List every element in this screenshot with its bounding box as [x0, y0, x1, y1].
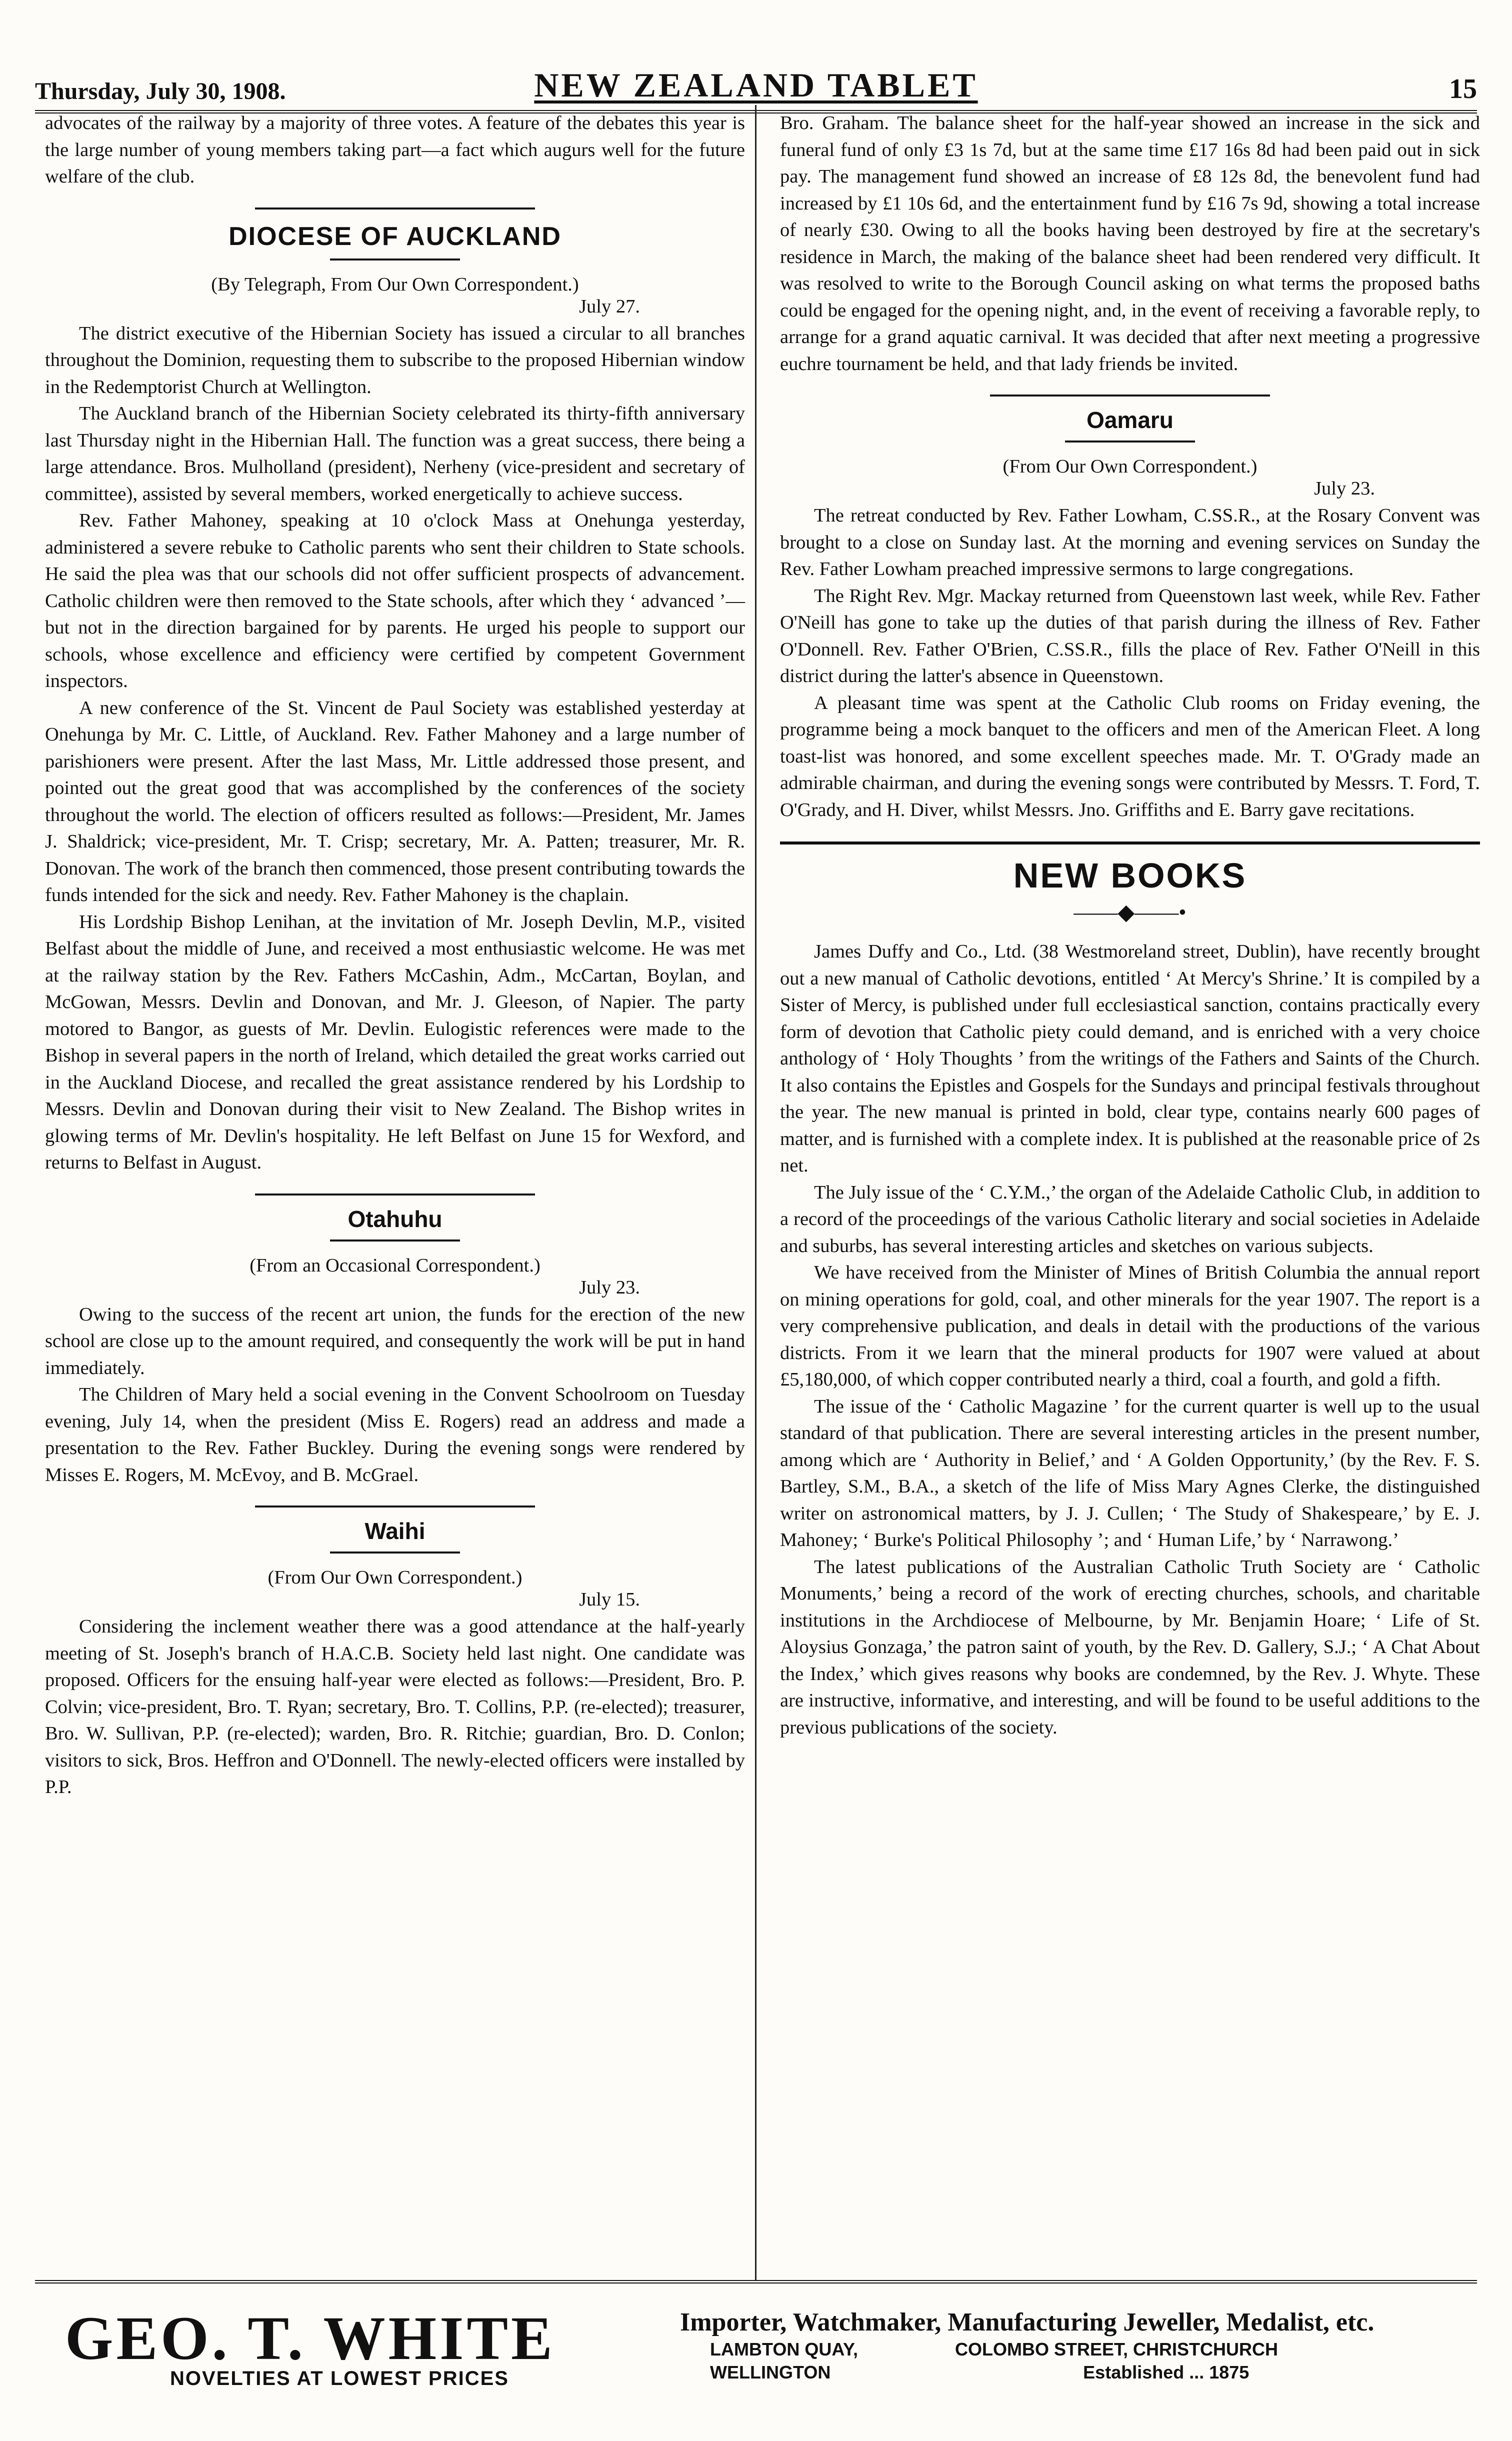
- left-column: [45, 110, 745, 1801]
- dateline: July 23.: [1314, 478, 1375, 499]
- footer-advertisement: [35, 2280, 1477, 2414]
- dateline: July 15.: [579, 1589, 640, 1610]
- page-number: 15: [1449, 74, 1477, 104]
- article-paragraph: The district executive of the Hibernian Society has issued a circular to all branches throughout the Dominion, requesting them to subscribe to the proposed Hibernian window in the Redemptorist Church at Wellington.: [45, 322, 745, 398]
- advertiser-name: GEO. T. WHITE: [65, 2304, 556, 2372]
- heading-underline: [330, 1240, 460, 1242]
- article-paragraph: The issue of the ‘ Catholic Magazine ’ for the current quarter is well up to the usual standard of that publication. There are several interesting articles in the present number, among which are ‘ Authority in Belief,’ and ‘ A Golden Opportunity,’ (by the Rev. F. S. Bartley, S.M., B.A., a sketch of the life of Miss Mary Agnes Clerke, the distinguished writer on astronomical matters, by J. J. Cullen; ‘ The Study of Shakespeare,’ by E. J. Mahoney; ‘ Burke's Political Philosophy ’; and ‘ Human Life,’ by ‘ Narrawong.’: [780, 1396, 1480, 1550]
- advertiser-trades: Importer, Watchmaker, Manufacturing Jeweller, Medalist, etc.: [680, 2308, 1374, 2336]
- address-christchurch: COLOMBO STREET, CHRISTCHURCH: [955, 2339, 1278, 2360]
- heading-underline: [1065, 440, 1195, 442]
- article-paragraph: Considering the inclement weather there was a good attendance at the half-yearly meeting of St. Joseph's branch of H.A.C.B. Society held last night. One candidate was proposed. Officers for the ensuing half-year were elected as follows:—President, Bro. P. Colvin; vice-president, Bro. T. Ryan; secretary, Bro. T. Collins, P.P. (re-elected); treasurer, Bro. W. Sullivan, P.P. (re-elected); warden, Bro. R. Ritchie; guardian, Bro. D. Conlon; visitors to sick, Bros. Heffron and O'Donnell. The newly-elected officers were installed by P.P.: [45, 1616, 745, 1798]
- article-paragraph: The Children of Mary held a social evening in the Convent Schoolroom on Tuesday evening, July 14, when the president (Miss E. Rogers) read an address and made a presentation to the Rev. Father Buckley. During the evening songs were rendered by Misses E. Rogers, M. McEvoy, and B. McGrael.: [45, 1384, 745, 1486]
- article-paragraph: The latest publications of the Australian Catholic Truth Society are ‘ Catholic Monuments,’ being a record of the work of erecting churches, schools, and charitable institutions in the Archdiocese of Melbourne, by Mr. Benjamin Hoare; ‘ Life of St. Aloysius Gonzaga,’ the patron saint of youth, by the Rev. D. Gallery, S.J.; ‘ A Chat About the Index,’ which gives reasons why books are condemned, by the Rev. J. Whyte. These are instructive, informative, and interesting, and will be found to be useful additions to the previous publications of the society.: [780, 1556, 1480, 1738]
- address-row: [680, 2339, 1460, 2360]
- section-rule: [255, 208, 535, 210]
- section-heading-waihi: Waihi: [364, 1518, 426, 1544]
- new-books-header: [780, 842, 1480, 928]
- newspaper-title: NEW ZEALAND TABLET: [534, 66, 978, 104]
- continued-paragraph: Bro. Graham. The balance sheet for the half-year showed an increase in the sick and funeral fund of only £3 1s 7d, but at the same time £17 16s 8d had been paid out in sick pay. The management fund showed an increase of £8 12s 8d, the benevolent fund had increased by £1 10s 6d, and the entertainment fund by £16 7s 9d, showing a total increase of nearly £30. Owing to all the books having been destroyed by fire at the secretary's residence in March, the making of the balance sheet had been rendered very difficult. It was resolved to write to the Borough Council asking on what terms the proposed baths could be engaged for the opening night, and, in the event of receiving a favorable reply, to arrange for a grand aquatic carnival. It was decided that after next meeting a progressive euchre tournament be held, and that lady friends be invited.: [780, 112, 1480, 374]
- byline: (From an Occasional Correspondent.): [250, 1254, 540, 1276]
- article-paragraph: We have received from the Minister of Mines of British Columbia the annual report on mining operations for gold, coal, and other minerals for the year 1907. The report is a very comprehensive publication, and deals in detail with the productions of the various districts. From it we learn that the mineral products for 1907 were valued at about £5,180,000, of which copper contributed nearly a third, coal a fourth, and gold a fifth.: [780, 1262, 1480, 1390]
- section-rule: [255, 1506, 535, 1508]
- heading-underline: [330, 258, 460, 260]
- advertiser-details: [680, 2308, 1460, 2383]
- address-row: [680, 2362, 1460, 2383]
- article-paragraph: James Duffy and Co., Ltd. (38 Westmoreland street, Dublin), have recently brought out a new manual of Catholic devotions, entitled ‘ At Mercy's Shrine.’ It is compiled by a Sister of Mercy, is published under full ecclesiastical sanction, contains practically every form of devotion that Catholic piety could demand, and is enriched with a very choice anthology of ‘ Holy Thoughts ’ from the writings of the Fathers and Saints of the Church. It also contains the Epistles and Gospels for the Sundays and principal festivals throughout the year. The new manual is printed in bold, clear type, contains nearly 600 pages of matter, and is furnished with a complete index. It is published at the reasonable price of 2s net.: [780, 941, 1480, 1176]
- section-heading-new-books: NEW BOOKS: [1013, 856, 1247, 895]
- section-rule: [990, 394, 1270, 396]
- dateline: July 27.: [579, 296, 640, 317]
- address-wellington-city: WELLINGTON: [710, 2362, 831, 2382]
- ornament-rule: ——◆——•: [1074, 900, 1186, 924]
- article-paragraph: Owing to the success of the recent art union, the funds for the erection of the new school are close up to the amount required, and consequently the work will be put in hand immediately.: [45, 1304, 745, 1378]
- issue-date: Thursday, July 30, 1908.: [35, 78, 286, 104]
- article-paragraph: The Right Rev. Mgr. Mackay returned from Queenstown last week, while Rev. Father O'Neill has gone to take up the duties of that parish during the illness of Rev. Father O'Donnell. Rev. Father O'Brien, C.SS.R., fills the place of Rev. Father O'Neill in this district during the latter's absence in Queenstown.: [780, 585, 1480, 686]
- article-paragraph: The July issue of the ‘ C.Y.M.,’ the organ of the Adelaide Catholic Club, in addition to a record of the proceedings of the various Catholic literary and social societies in Adelaide and suburbs, has several interesting articles and sketches on various subjects.: [780, 1182, 1480, 1256]
- column-divider: [755, 105, 756, 2280]
- continued-paragraph: advocates of the railway by a majority of three votes. A feature of the debates this year is the large number of young members taking part—a fact which augurs well for the future welfare of the club.: [45, 112, 745, 187]
- article-paragraph: Rev. Father Mahoney, speaking at 10 o'clock Mass at Onehunga yesterday, administered a severe rebuke to Catholic parents who sent their children to State schools. He said the plea was that our schools did not offer sufficient prospects of advancement. Catholic children were then removed to the State schools, after which they ‘ advanced ’—but not in the direction bargained for by parents. He urged his people to support our schools, whose excellence and efficiency were certified by competent Government inspectors.: [45, 510, 745, 692]
- article-paragraph: A pleasant time was spent at the Catholic Club rooms on Friday evening, the programme being a mock banquet to the officers and men of the American Fleet. A long toast-list was honored, and some excellent speeches made. Mr. T. O'Grady made an admirable chairman, and during the evening songs were contributed by Messrs. T. Ford, T. O'Grady, and H. Diver, whilst Messrs. Jno. Griffiths and E. Barry gave recitations.: [780, 692, 1480, 820]
- section-heading-oamaru: Oamaru: [1086, 407, 1174, 433]
- section-heading-auckland: DIOCESE OF AUCKLAND: [228, 222, 562, 251]
- byline: (By Telegraph, From Our Own Correspondent.): [211, 274, 579, 295]
- address-wellington-street: LAMBTON QUAY,: [710, 2339, 858, 2360]
- established-date: Established ... 1875: [1083, 2362, 1250, 2382]
- article-paragraph: His Lordship Bishop Lenihan, at the invitation of Mr. Joseph Devlin, M.P., visited Belfast about the middle of June, and received a most enthusiastic welcome. He was met at the railway station by the Rev. Fathers McCashin, Adm., McCartan, Boylan, and McGowan, Messrs. Devlin and Donovan, and Mr. J. Gleeson, of Napier. The party motored to Bangor, as guests of Mr. Devlin. Eulogistic references were made to the Bishop in several papers in the north of Ireland, which detailed the great works carried out in the Auckland Diocese, and recalled the great assistance rendered by his Lordship to Messrs. Devlin and Donovan during their visit to New Zealand. The Bishop writes in glowing terms of Mr. Devlin's hospitality. He left Belfast on June 15 for Wexford, and returns to Belfast in August.: [45, 911, 745, 1173]
- byline: (From Our Own Correspondent.): [268, 1567, 522, 1588]
- advertiser-tagline: NOVELTIES AT LOWEST PRICES: [170, 2368, 509, 2390]
- section-heading-otahuhu: Otahuhu: [348, 1206, 442, 1232]
- section-rule: [780, 842, 1480, 844]
- byline: (From Our Own Correspondent.): [1002, 456, 1258, 477]
- article-paragraph: The Auckland branch of the Hibernian Society celebrated its thirty-fifth anniversary last Thursday night in the Hibernian Hall. The function was a great success, there being a large attendance. Bros. Mulholland (president), Nerheny (vice-president and secretary of committee), assisted by several members, worked energetically to achieve success.: [45, 403, 745, 504]
- section-rule: [255, 1194, 535, 1196]
- running-head: [35, 30, 1477, 114]
- article-paragraph: The retreat conducted by Rev. Father Lowham, C.SS.R., at the Rosary Convent was brought to a close on Sunday last. At the morning and evening services on Sunday the Rev. Father Lowham preached impressive sermons to large congregations.: [780, 505, 1480, 580]
- right-column: [780, 110, 1480, 1741]
- article-paragraph: A new conference of the St. Vincent de Paul Society was established yesterday at Onehunga by Mr. C. Little, of Auckland. Rev. Father Mahoney and a large number of parishioners were present. After the last Mass, Mr. Little addressed those present, and pointed out the great good that was accomplished by the conferences of the society throughout the world. The election of officers resulted as follows:—President, Mr. James J. Shaldrick; vice-president, Mr. T. Crisp; secretary, Mr. A. Patten; treasurer, Mr. R. Donovan. The work of the branch then commenced, those present contributing towards the funds intended for the sick and needy. Rev. Father Mahoney is the chaplain.: [45, 697, 745, 906]
- heading-underline: [330, 1552, 460, 1554]
- dateline: July 23.: [579, 1276, 640, 1298]
